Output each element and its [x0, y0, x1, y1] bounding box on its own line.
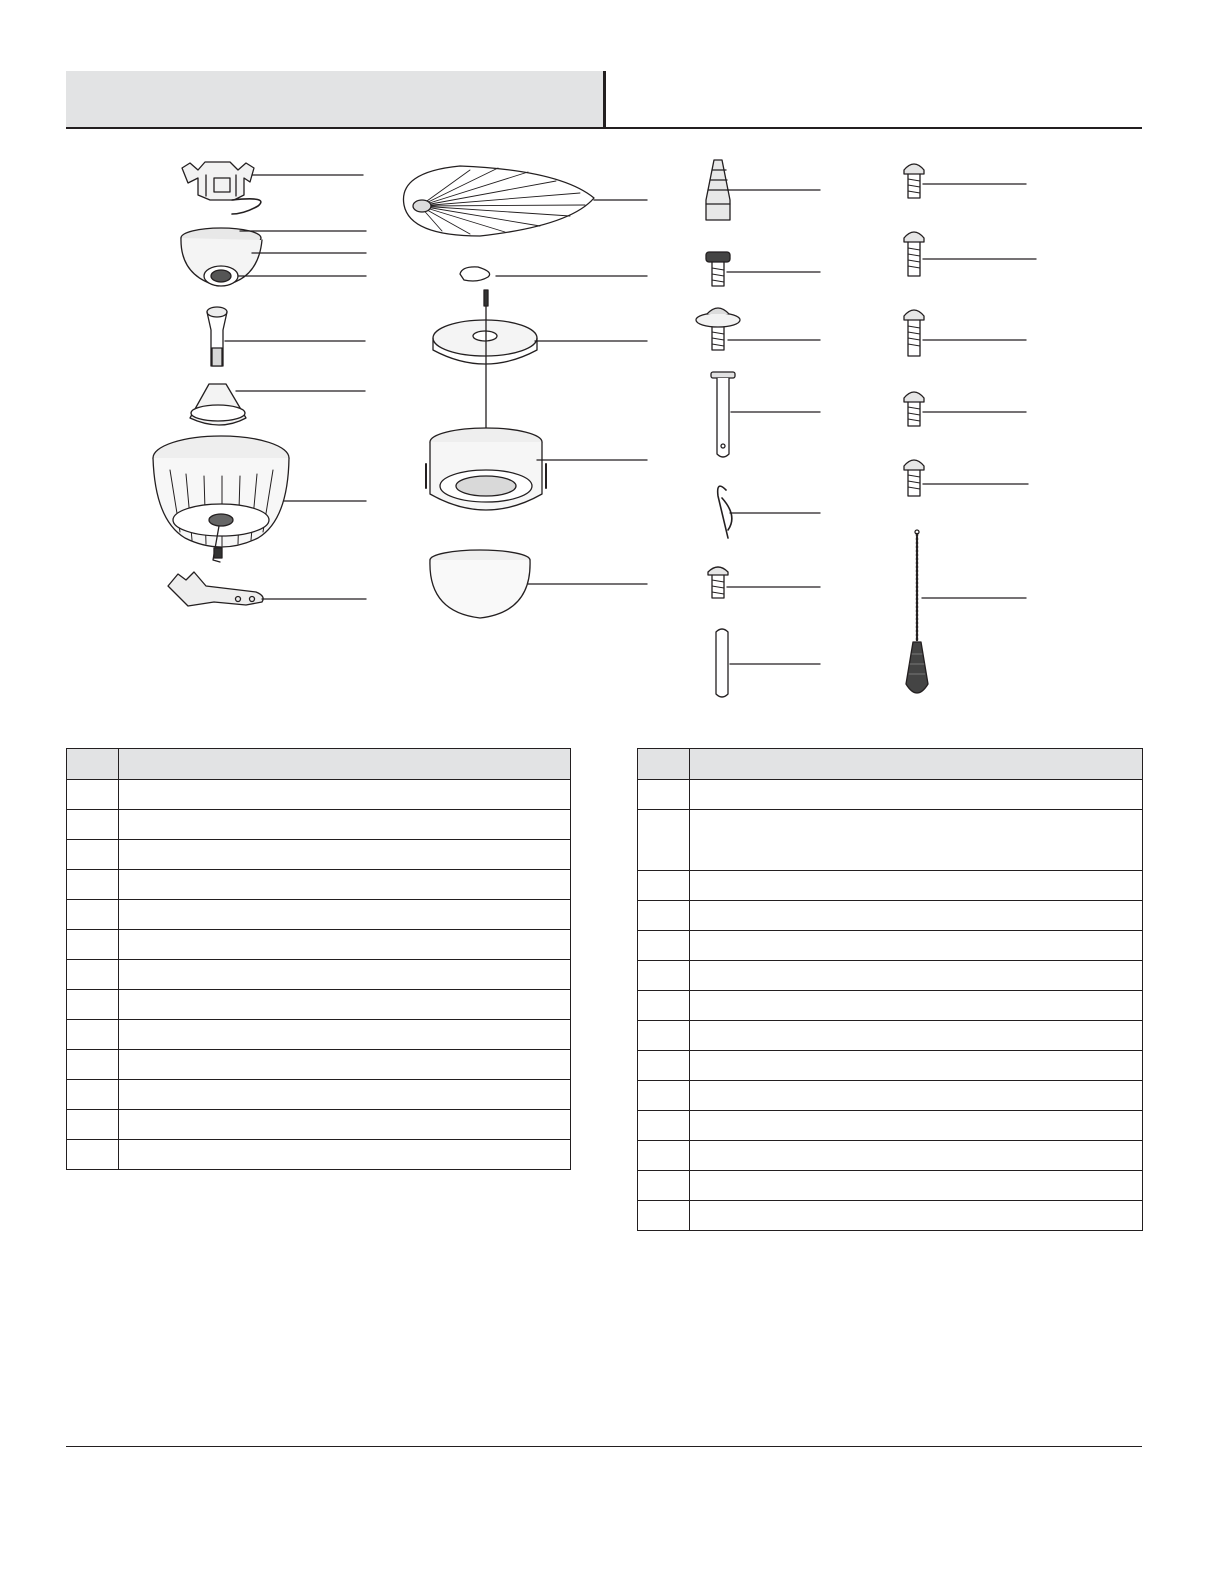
part-letter-cell: [638, 871, 690, 901]
part-description-cell: [119, 870, 571, 900]
part-letter-cell: [67, 990, 119, 1020]
part-description-cell: [119, 810, 571, 840]
part-description-cell: [119, 840, 571, 870]
mounting-bracket-drawing: [182, 162, 363, 214]
part-letter-cell: [67, 1110, 119, 1140]
part-letter-cell: [67, 780, 119, 810]
part-letter-cell: [67, 960, 119, 990]
table-row: [638, 871, 1143, 901]
part-description-cell: [690, 901, 1143, 931]
pin-drawing: [711, 372, 820, 457]
table-row: [67, 780, 571, 810]
table-row: [67, 1140, 571, 1170]
part-letter-cell: [638, 1141, 690, 1171]
screw-drawing: [708, 567, 820, 598]
table-row: [67, 1050, 571, 1080]
part-description-cell: [690, 1081, 1143, 1111]
table-row: [638, 1051, 1143, 1081]
part-letter-cell: [67, 1080, 119, 1110]
part-letter-cell: [638, 1081, 690, 1111]
part-letter-cell: [638, 1171, 690, 1201]
screw-drawing: [904, 310, 1026, 356]
coupling-cover-drawing: [190, 384, 365, 425]
part-description-cell: [690, 1141, 1143, 1171]
part-description-cell: [119, 990, 571, 1020]
part-letter-cell: [67, 1140, 119, 1170]
part-letter-cell: [638, 931, 690, 961]
part-letter-cell: [67, 840, 119, 870]
part-description-cell: [119, 1050, 571, 1080]
table-row: [67, 840, 571, 870]
part-letter-cell: [638, 1021, 690, 1051]
pull-chain-drawing: [906, 530, 1026, 693]
table-row: [638, 1081, 1143, 1111]
blade-drawing: [403, 166, 647, 236]
motor-housing-drawing: [153, 436, 366, 562]
table-header-cell: [67, 749, 119, 780]
part-description-cell: [119, 900, 571, 930]
part-description-cell: [119, 1080, 571, 1110]
part-description-cell: [690, 810, 1143, 871]
table-row: [638, 1111, 1143, 1141]
part-description-cell: [690, 1051, 1143, 1081]
table-row: [67, 870, 571, 900]
table-row: [638, 961, 1143, 991]
part-letter-cell: [67, 810, 119, 840]
screw-drawing: [696, 308, 820, 350]
table-row: [638, 1141, 1143, 1171]
part-letter-cell: [638, 780, 690, 810]
table-header-cell: [638, 749, 690, 780]
part-letter-cell: [638, 1111, 690, 1141]
table-row: [67, 1020, 571, 1050]
table-row: [638, 991, 1143, 1021]
part-description-cell: [119, 1020, 571, 1050]
parts-table-right: [637, 748, 1143, 1231]
part-letter-cell: [67, 900, 119, 930]
part-letter-cell: [67, 1020, 119, 1050]
downrod-drawing: [207, 307, 365, 366]
switch-housing-cap-drawing: [433, 320, 647, 364]
part-letter-cell: [638, 1051, 690, 1081]
part-description-cell: [690, 991, 1143, 1021]
canopy-drawing: [181, 228, 366, 286]
table-row: [638, 780, 1143, 810]
part-letter-cell: [67, 870, 119, 900]
part-description-cell: [690, 871, 1143, 901]
footer-rule: [66, 1446, 1142, 1447]
table-header-row: [638, 749, 1143, 780]
part-description-cell: [119, 1110, 571, 1140]
screw-drawing: [904, 164, 1026, 198]
parts-illustration: [0, 0, 1225, 720]
part-description-cell: [690, 961, 1143, 991]
part-letter-cell: [638, 810, 690, 871]
table-row: [638, 1171, 1143, 1201]
part-description-cell: [690, 1201, 1143, 1231]
table-row: [67, 1110, 571, 1140]
part-letter-cell: [638, 961, 690, 991]
wire-connector-drawing: [706, 160, 820, 220]
parts-table-left: [66, 748, 571, 1170]
part-letter-cell: [638, 1201, 690, 1231]
pin-drawing: [716, 629, 820, 697]
part-letter-cell: [638, 991, 690, 1021]
table-row: [67, 900, 571, 930]
blade-arm-drawing: [168, 572, 366, 606]
glass-shade-drawing: [430, 550, 647, 618]
table-row: [67, 990, 571, 1020]
screw-drawing: [904, 392, 1026, 426]
part-letter-cell: [67, 1050, 119, 1080]
part-description-cell: [690, 780, 1143, 810]
table-row: [638, 931, 1143, 961]
part-description-cell: [119, 960, 571, 990]
part-letter-cell: [67, 930, 119, 960]
part-description-cell: [690, 1171, 1143, 1201]
table-row: [638, 1201, 1143, 1231]
part-description-cell: [690, 931, 1143, 961]
table-row: [638, 1021, 1143, 1051]
part-description-cell: [119, 1140, 571, 1170]
table-row: [67, 960, 571, 990]
table-header-cell: [690, 749, 1143, 780]
part-description-cell: [119, 780, 571, 810]
table-row: [67, 930, 571, 960]
table-header-cell: [119, 749, 571, 780]
blade-gasket-drawing: [460, 267, 647, 281]
table-row: [638, 810, 1143, 871]
table-header-row: [67, 749, 571, 780]
table-row: [638, 901, 1143, 931]
part-description-cell: [690, 1111, 1143, 1141]
screw-drawing: [904, 232, 1036, 276]
table-row: [67, 810, 571, 840]
screw-drawing: [706, 252, 820, 286]
table-row: [67, 1080, 571, 1110]
screw-drawing: [904, 460, 1028, 496]
part-letter-cell: [638, 901, 690, 931]
pin-drawing: [718, 486, 820, 538]
part-description-cell: [690, 1021, 1143, 1051]
part-description-cell: [119, 930, 571, 960]
